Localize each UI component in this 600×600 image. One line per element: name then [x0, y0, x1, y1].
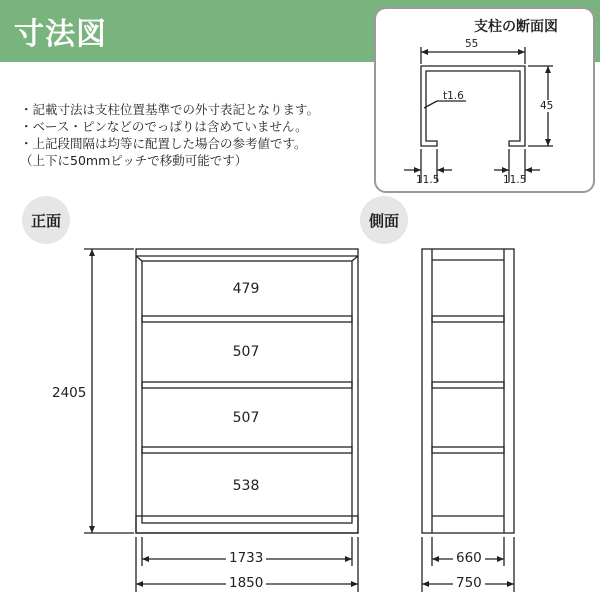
note-line: （上下に50mmピッチで移動可能です）: [20, 153, 248, 168]
shelf-gap-label: 507: [232, 344, 260, 360]
dim-label-inner-width: 1733: [226, 550, 266, 566]
dim-label-height: 45: [540, 100, 554, 112]
shelf-beam: [142, 316, 352, 322]
shelf-gap-label: 479: [232, 281, 260, 297]
dim-label-outer-depth: 750: [453, 575, 485, 591]
shelf-beam: [142, 382, 352, 388]
note-line: ・記載寸法は支柱位置基準での外寸表記となります。: [20, 102, 320, 117]
note-line: ・ベース・ピンなどのでっぱりは含めていません。: [20, 119, 308, 134]
side-outer-frame: [422, 249, 514, 533]
side-beam: [432, 316, 504, 322]
front-corner: [352, 256, 358, 261]
note-line: ・上記段間隔は均等に配置した場合の参考値です。: [20, 136, 307, 151]
shelf-gap-label: 507: [232, 410, 260, 426]
dim-label-width: 55: [465, 38, 479, 50]
shelf-beam-bottom: [136, 516, 358, 533]
dim-label-front-height: 2405: [52, 385, 87, 401]
front-view-badge: 正面: [22, 196, 70, 244]
side-view: [422, 249, 514, 592]
arrowheads: [89, 49, 551, 587]
page-title: 寸法図: [14, 17, 107, 52]
shelf-gap-label: 538: [232, 478, 260, 494]
shelf-beam: [142, 447, 352, 453]
side-beam: [432, 447, 504, 453]
dim-label-outer-width: 1850: [226, 575, 266, 591]
dim-label-lip-right: 11.5: [503, 174, 527, 186]
section-view-title: 支柱の断面図: [474, 19, 558, 35]
dim-label-thickness: t1.6: [443, 90, 464, 102]
side-beam: [432, 382, 504, 388]
dim-label-lip-left: 11.5: [416, 174, 440, 186]
side-view-badge: 側面: [360, 196, 408, 244]
column-profile: [404, 47, 553, 182]
column-profile-outline: [421, 66, 525, 146]
front-corner: [136, 256, 142, 261]
dim-label-inner-depth: 660: [453, 550, 485, 566]
